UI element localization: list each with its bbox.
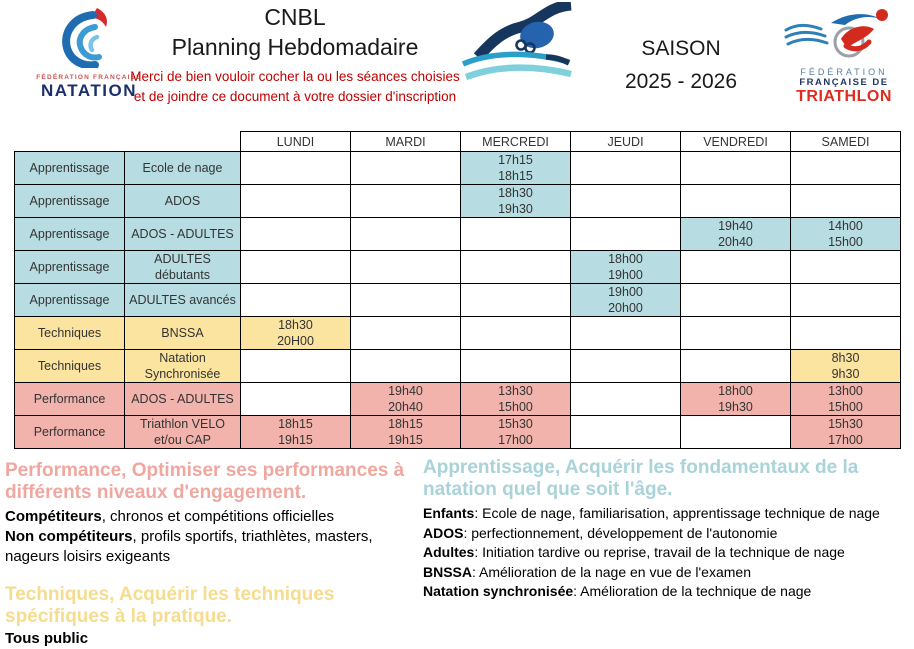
day-header: JEUDI [571,132,681,152]
legend-term: Adultes [423,544,475,560]
category-cell: Techniques [15,317,125,350]
schedule-cell[interactable] [571,317,681,350]
schedule-cell[interactable] [461,284,571,317]
day-header-row [15,132,901,152]
page-title: Planning Hebdomadaire [171,34,419,60]
schedule-cell[interactable] [681,152,791,185]
title-block [130,4,460,107]
legend-line [423,524,913,544]
activity-cell: Triathlon VELO et/ou CAP [125,416,241,449]
day-header: VENDREDI [681,132,791,152]
legend-term: ADOS [423,524,464,541]
schedule-cell[interactable]: 18h15 19h15 [351,416,461,449]
legend-term: Non compétiteurs [5,528,133,545]
fftri-logo-line2: FRANÇAISE DE [799,77,889,88]
schedule-cell[interactable]: 13h30 15h00 [461,383,571,416]
activity-cell: Ecole de nage [125,152,241,185]
day-header: MERCREDI [461,132,571,152]
category-cell: Performance [15,416,125,449]
schedule-cell[interactable]: 19h40 20h40 [351,383,461,416]
schedule-cell[interactable] [461,350,571,383]
category-cell: Apprentissage [15,152,125,185]
triathlon-cyclist-icon [783,47,905,64]
season-label [600,32,762,98]
schedule-cell[interactable] [461,251,571,284]
category-cell: Techniques [15,350,125,383]
legend-line [423,543,913,563]
activity-cell: ADULTES débutants [125,251,241,284]
category-cell: Apprentissage [15,251,125,284]
schedule-cell[interactable] [571,383,681,416]
schedule-cell[interactable] [241,383,351,416]
schedule-cell[interactable] [571,185,681,218]
schedule-cell[interactable] [681,185,791,218]
legend-text: : Initiation tardive ou reprise, travail de la technique de nage [474,544,845,560]
legend-text: : Amélioration de la technique de nage [573,583,812,599]
category-cell: Apprentissage [15,185,125,218]
ffn-natation-logo [33,6,145,101]
table-row [15,284,901,317]
schedule-cell[interactable] [791,152,901,185]
schedule-cell[interactable] [571,152,681,185]
legend-line [5,527,425,567]
table-row [15,185,901,218]
activity-cell: ADULTES avancés [125,284,241,317]
schedule-cell[interactable]: 8h30 9h30 [791,350,901,383]
legend-line [5,507,425,527]
legend-text: : Amélioration de la nage en vue de l'examen [472,563,751,580]
activity-cell: ADOS - ADULTES [125,383,241,416]
legend-text: , profils sportifs, triathlètes, masters, nageurs loisirs exigeants [5,528,373,565]
schedule-cell[interactable]: 19h00 20h00 [571,284,681,317]
schedule-cell[interactable] [241,350,351,383]
activity-cell: Natation Synchronisée [125,350,241,383]
ffn-logo-title: NATATION [40,81,138,100]
table-row [15,218,901,251]
instruction-note: Merci de bien vouloir cocher la ou les séances choisies et de joindre ce document à votre dossier d'inscription [130,69,460,104]
schedule-cell[interactable]: 14h00 15h00 [791,218,901,251]
schedule-cell[interactable] [681,251,791,284]
ffn-logo-subtitle: FÉDÉRATION FRANÇAISE [36,74,142,81]
legend-apprentissage [423,457,913,602]
category-cell: Apprentissage [15,218,125,251]
schedule-cell[interactable] [351,185,461,218]
schedule-cell[interactable]: 19h40 20h40 [681,218,791,251]
schedule-cell[interactable]: 15h30 17h00 [791,416,901,449]
legend-line [423,582,913,602]
schedule-cell[interactable] [681,350,791,383]
legend-performance-techniques [5,460,425,649]
schedule-cell[interactable]: 18h15 19h15 [241,416,351,449]
schedule-cell[interactable]: 17h15 18h15 [461,152,571,185]
day-header: LUNDI [241,132,351,152]
performance-heading: Performance, Optimiser ses performances à différents niveaux d'engagement. [5,460,405,503]
apprentissage-heading: Apprentissage, Acquérir les fondamentaux de la natation quel que soit l'âge. [423,457,859,500]
legend-text: : Ecole de nage, familiarisation, apprentissage technique de nage [474,505,880,521]
schedule-cell[interactable]: 18h00 19h30 [681,383,791,416]
ffn-wave-icon [56,55,122,72]
season-word: SAISON [641,37,721,60]
day-header: SAMEDI [791,132,901,152]
schedule-cell[interactable] [351,317,461,350]
legend-term: Natation synchronisée [423,583,574,599]
swimmer-icon [458,2,574,102]
table-row [15,317,901,350]
schedule-cell[interactable] [681,416,791,449]
legend-text: : perfectionnement, développement de l'autonomie [463,524,778,541]
schedule-cell[interactable]: 18h00 19h00 [571,251,681,284]
blank-header-cell [125,132,241,152]
schedule-cell[interactable]: 15h30 17h00 [461,416,571,449]
techniques-audience: Tous public [5,630,89,647]
schedule-cell[interactable] [571,218,681,251]
category-cell: Performance [15,383,125,416]
blank-header-cell [15,132,125,152]
schedule-cell[interactable] [351,251,461,284]
schedule-cell[interactable]: 13h00 15h00 [791,383,901,416]
schedule-cell[interactable] [351,152,461,185]
schedule-cell[interactable] [461,317,571,350]
legend-term: BNSSA [423,563,473,580]
fftri-triathlon-logo [780,6,908,106]
legend-line [423,563,913,583]
schedule-cell[interactable] [681,284,791,317]
table-row [15,152,901,185]
activity-cell: ADOS - ADULTES [125,218,241,251]
table-row [15,416,901,449]
schedule-cell[interactable] [241,251,351,284]
fftri-logo-line3: TRIATHLON [796,88,892,105]
schedule-cell[interactable] [461,218,571,251]
fftri-logo-line1: FÉDÉRATION [800,67,888,77]
schedule-cell[interactable] [241,152,351,185]
day-header: MARDI [351,132,461,152]
legend-term: Enfants [423,505,475,521]
schedule-cell[interactable] [681,317,791,350]
schedule-cell[interactable]: 18h30 19h30 [461,185,571,218]
schedule-cell[interactable]: 18h30 20H00 [241,317,351,350]
schedule-cell[interactable] [351,284,461,317]
schedule-cell[interactable] [571,350,681,383]
schedule-cell[interactable] [241,284,351,317]
schedule-cell[interactable] [791,317,901,350]
legend-line [423,504,913,524]
schedule-cell[interactable] [571,416,681,449]
table-row [15,383,901,416]
club-title: CNBL [264,4,326,30]
schedule-cell[interactable] [791,185,901,218]
schedule-cell[interactable] [351,218,461,251]
category-cell: Apprentissage [15,284,125,317]
legend-term: Compétiteurs [5,508,102,525]
schedule-cell[interactable] [791,284,901,317]
table-row [15,251,901,284]
table-row [15,350,901,383]
techniques-heading: Techniques, Acquérir les techniques spécifiques à la pratique. [5,584,335,627]
legend-text: , chronos et compétitions officielles [101,508,335,525]
schedule-cell[interactable] [241,218,351,251]
schedule-cell[interactable] [791,251,901,284]
schedule-cell[interactable] [241,185,351,218]
schedule-cell[interactable] [351,350,461,383]
season-years: 2025 - 2026 [624,70,738,93]
activity-cell: BNSSA [125,317,241,350]
planning-table [14,131,901,449]
activity-cell: ADOS [125,185,241,218]
